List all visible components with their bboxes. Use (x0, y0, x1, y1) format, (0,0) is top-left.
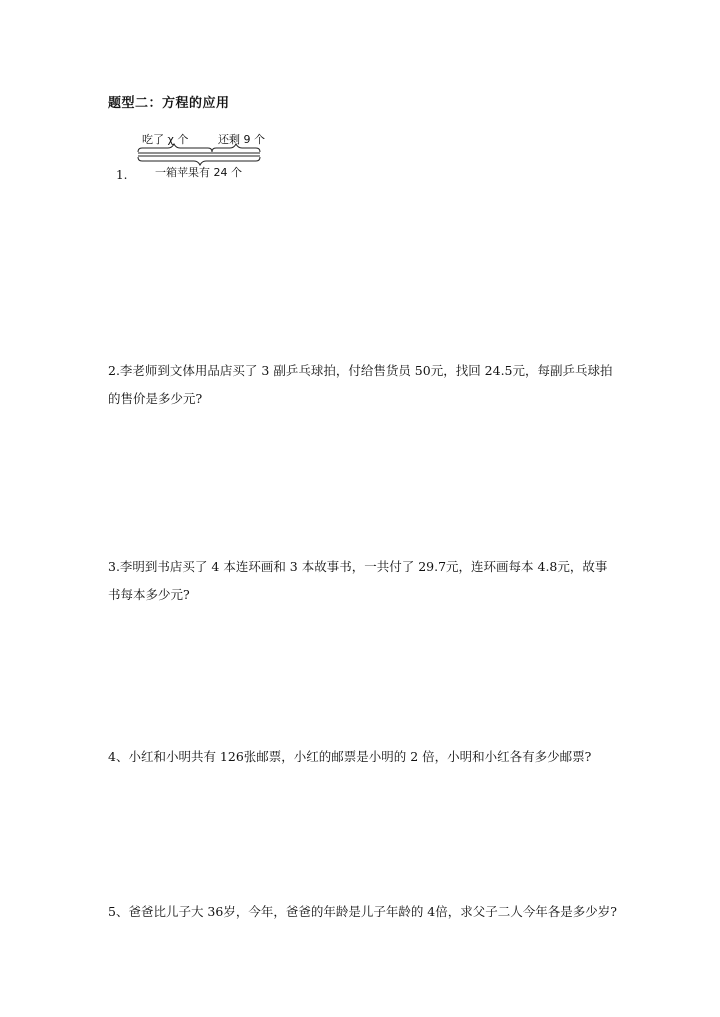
question-5-text: 5、爸爸比儿子大 36岁，今年，爸爸的年龄是儿子年龄的 4倍，求父子二人今年各是多少岁? (108, 904, 617, 919)
remaining-label: 还剩 9 个 (218, 133, 265, 146)
question-3-text: 3.李明到书店买了 4 本连环画和 3 本故事书，一共付了 29.7元，连环画每本 4.8元，故事书每本多少元? (108, 559, 608, 602)
eaten-label: 吃了 χ 个 (142, 133, 189, 146)
question-1-diagram (130, 128, 270, 180)
question-4-text: 4、小红和小明共有 126张邮票，小红的邮票是小明的 2 倍，小明和小红各有多少邮票? (108, 749, 592, 764)
section-title: 题型二：方程的应用 (108, 96, 230, 111)
question-2-text: 2.李老师到文体用品店买了 3 副乒乓球拍，付给售货员 50元，找回 24.5元，每副乒乓球拍的售价是多少元? (108, 363, 613, 406)
total-label: 一箱苹果有 24 个 (155, 166, 242, 179)
question-1-number: 1. (116, 168, 128, 182)
